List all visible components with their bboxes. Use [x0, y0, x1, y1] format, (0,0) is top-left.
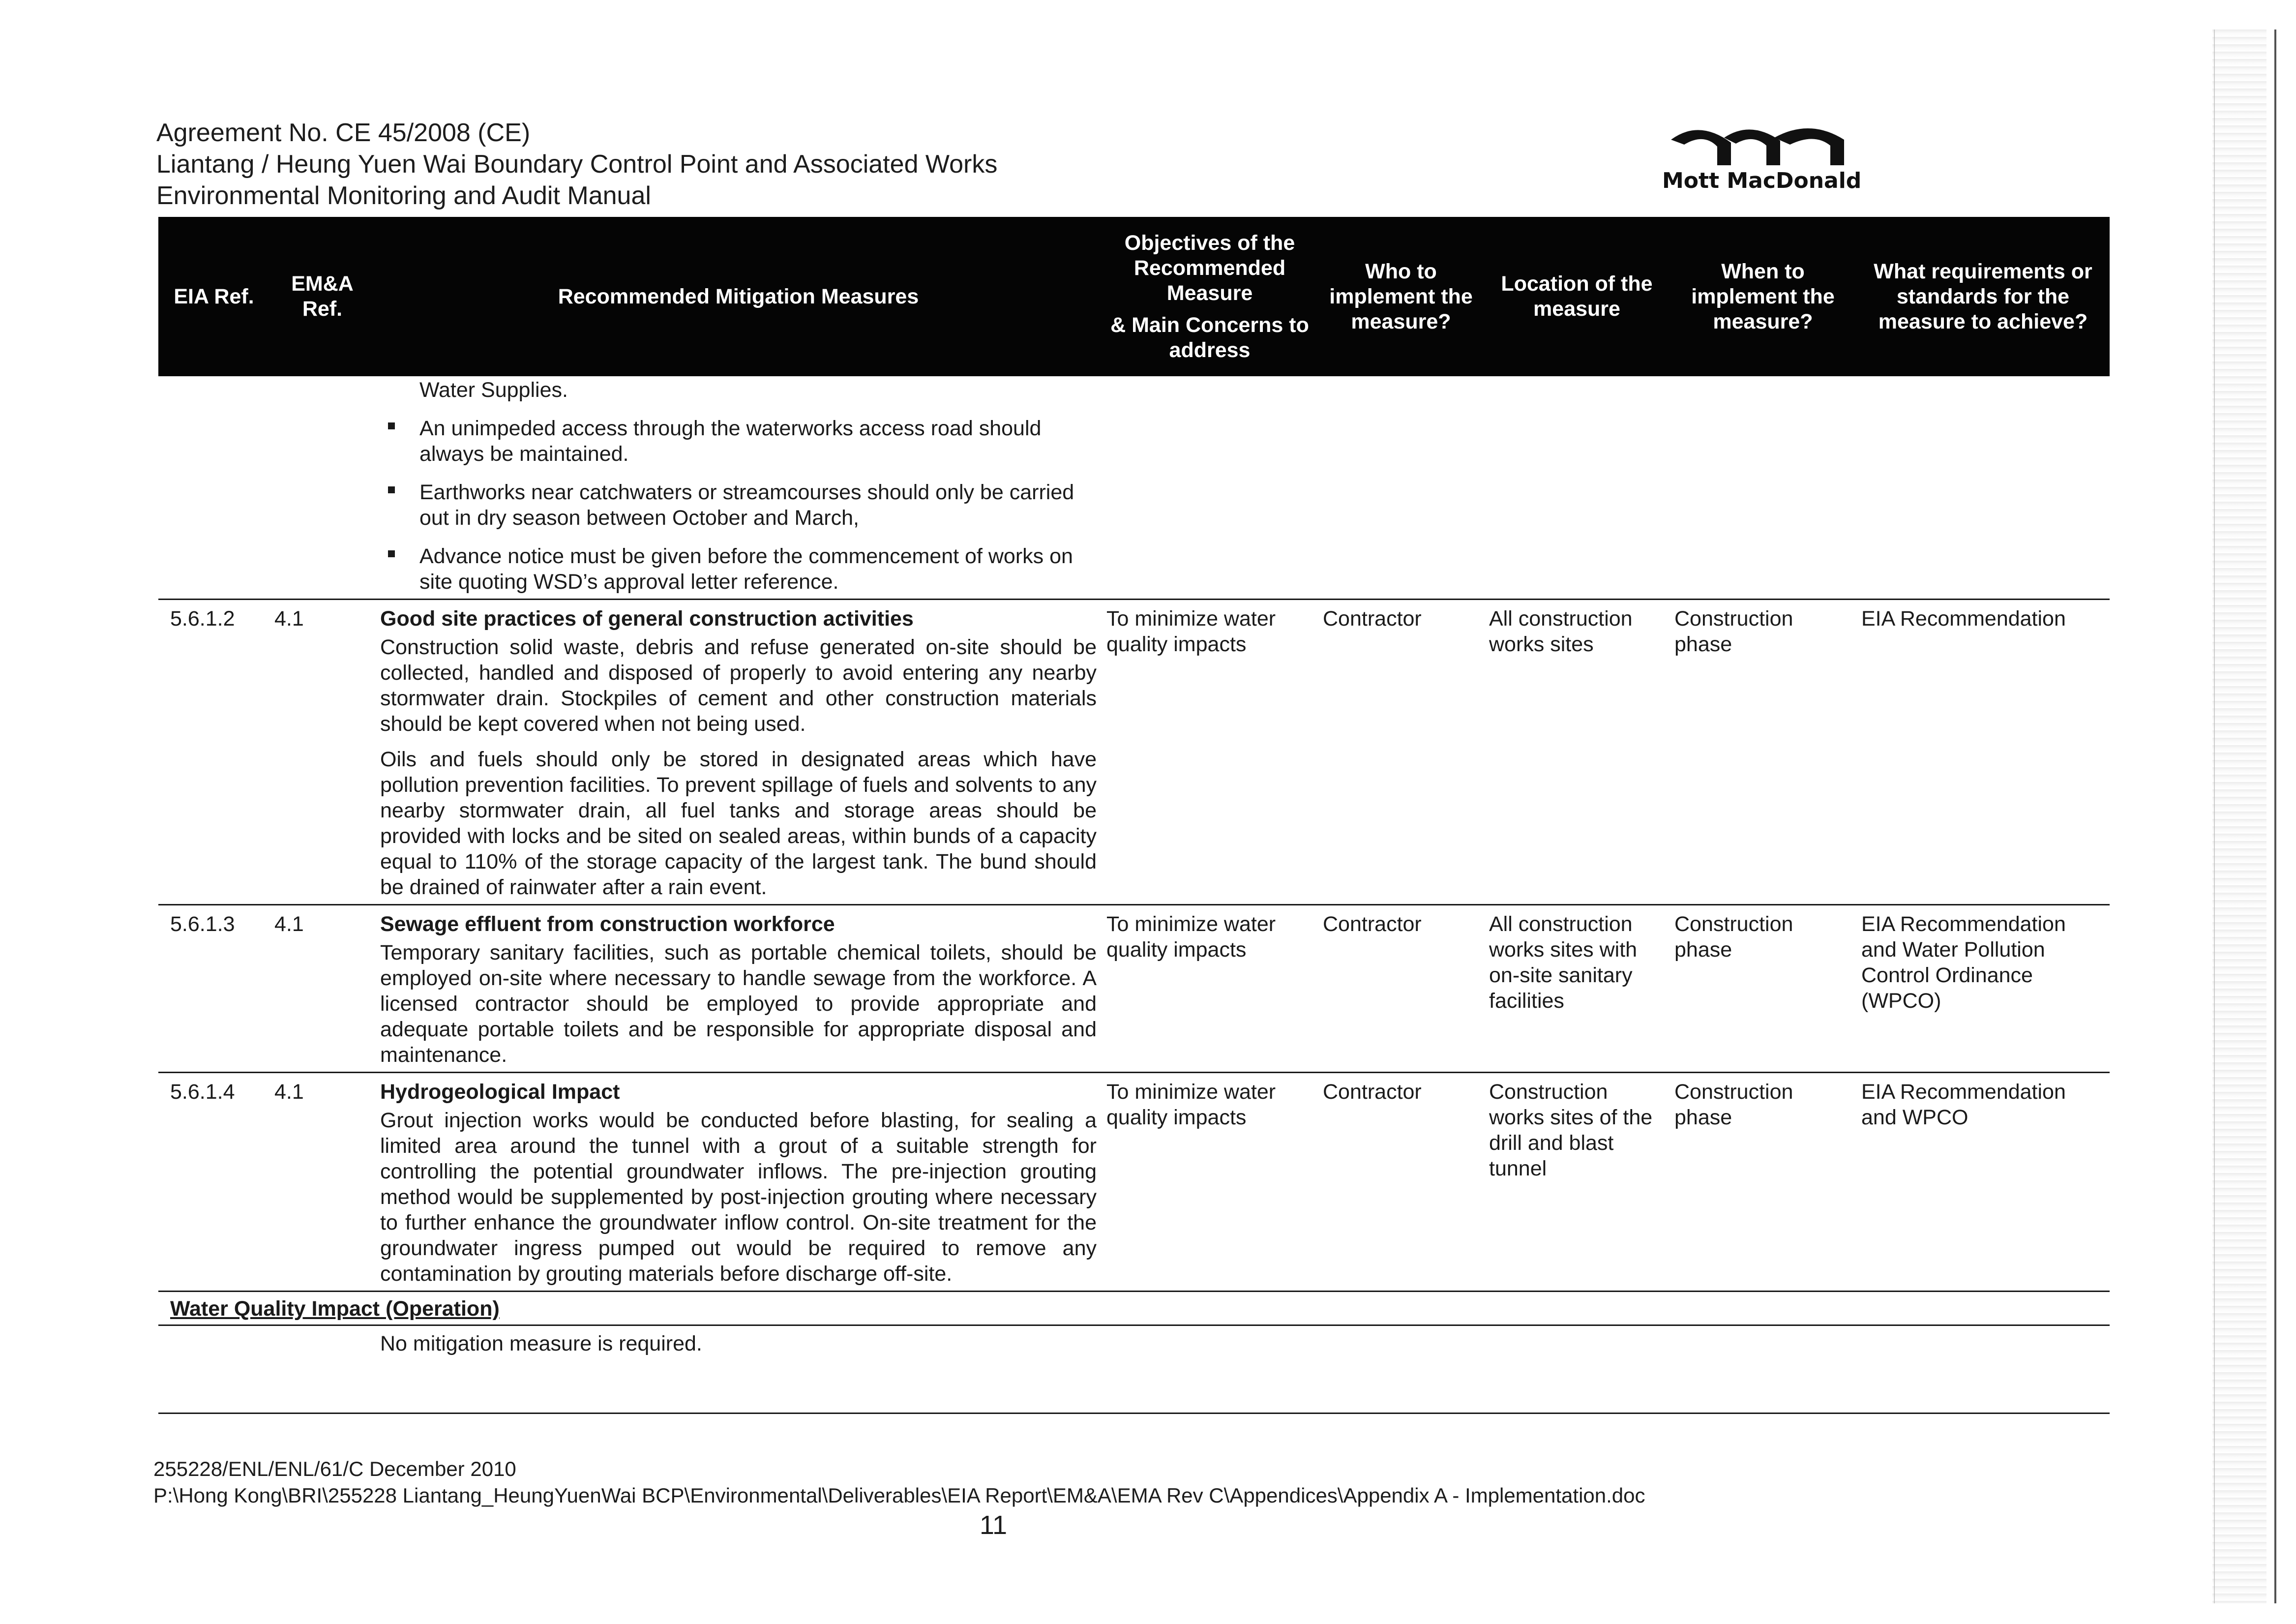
col-header-measures: Recommended Mitigation Measures: [375, 217, 1102, 376]
agreement-number: Agreement No. CE 45/2008 (CE): [156, 119, 531, 147]
col-header-location: Location of the measure: [1484, 217, 1670, 376]
scan-edge-line: [2214, 30, 2215, 1603]
measure-paragraph: Grout injection works would be conducted before blasting, for sealing a limited area around the tunnel with a grout of a suitable strength for controlling the potential groundwater inflows. The pre-injection grouting method would be supplemented by post-injection grouting where necessary to further enhance the groundwater inflow control. On-site treatment for the groundwater ingress pumped out would be required to remove any contamination by grouting materials before discharge off-site.: [380, 1109, 1097, 1286]
measures-cell: [375, 1073, 1102, 1292]
bullet-item: Advance notice must be given before the commencement of works on site quoting WSD’s approval letter reference.: [419, 543, 1097, 595]
ema-ref-cell: 4.1: [269, 905, 375, 1073]
when-cell: Construction phase: [1670, 1073, 1856, 1292]
measure-title: Sewage effluent from construction workforce: [380, 912, 835, 936]
col-header-objectives: [1102, 217, 1318, 376]
table-header-row: [158, 217, 2110, 376]
col-header-requirements: What requirements or standards for the measure to achieve?: [1856, 217, 2110, 376]
bullet-item: Earthworks near catchwaters or streamcourses should only be carried out in dry season between October and March,: [419, 480, 1097, 531]
objective-cell: To minimize water quality impacts: [1102, 905, 1318, 1073]
logo-text: Mott MacDonald: [1662, 168, 1862, 193]
measure-paragraph: Oils and fuels should only be stored in designated areas which have pollution prevention facilities. To prevent spillage of fuels and solvents to any nearby stormwater drain, all fuel tanks and storage areas should be provided with locks and be sited on sealed areas, within bunds of a capacity equal to 110% of the storage capacity of the largest tank. The bund should be drained of rainwater after a rain event.: [380, 748, 1097, 899]
col-header-eia-ref: EIA Ref.: [158, 217, 269, 376]
col-header-who: Who to implement the measure?: [1318, 217, 1484, 376]
document-reference: 255228/ENL/ENL/61/C December 2010: [153, 1457, 516, 1480]
section-heading-row: [158, 1292, 2110, 1325]
table-row: [158, 600, 2110, 905]
ema-ref-cell: 4.1: [269, 600, 375, 905]
requirement-cell: EIA Recommendation and WPCO: [1856, 1073, 2110, 1292]
document-header: [156, 117, 997, 211]
when-cell: Construction phase: [1670, 905, 1856, 1073]
continuation-measures-cell: [375, 376, 1102, 600]
eia-ref-cell: 5.6.1.3: [158, 905, 269, 1073]
measures-cell: [375, 905, 1102, 1073]
table-bottom-rule: [158, 1413, 2110, 1414]
continuation-text: Water Supplies.: [419, 378, 568, 402]
when-cell: Construction phase: [1670, 600, 1856, 905]
measure-paragraph: Construction solid waste, debris and refuse generated on-site should be collected, handled and disposed of properly to avoid entering any nearby stormwater drain. Stockpiles of cement and other construction materials should be kept covered when not being used.: [380, 635, 1097, 736]
mott-macdonald-logo-icon: [1662, 118, 1859, 167]
col-header-when: When to implement the measure?: [1670, 217, 1856, 376]
document-footer: [153, 1456, 1645, 1509]
table-row: [158, 1073, 2110, 1292]
col-header-ema-ref: EM&A Ref.: [269, 217, 375, 376]
ema-ref-cell: 4.1: [269, 1073, 375, 1292]
location-cell: All construction works sites: [1484, 600, 1670, 905]
implementation-schedule-table: [158, 217, 2110, 1360]
mott-macdonald-logo: [1662, 118, 1862, 197]
who-cell: Contractor: [1318, 905, 1484, 1073]
col-header-objectives-line2: & Main Concerns to address: [1110, 313, 1309, 362]
file-path: P:\Hong Kong\BRI\255228 Liantang_HeungYuenWai BCP\Environmental\Deliverables\EIA Report\EM&A\EMA Rev C\Appendices\Appendix A - Implementation.doc: [153, 1484, 1645, 1507]
eia-ref-cell: 5.6.1.2: [158, 600, 269, 905]
continuation-bullet-list: [380, 416, 1097, 595]
col-header-objectives-line1: Objectives of the Recommended Measure: [1124, 231, 1295, 305]
scan-edge-noise: [2212, 30, 2266, 1603]
page-number: 11: [980, 1510, 1008, 1540]
scan-edge-border: [2274, 30, 2276, 1603]
section-note: No mitigation measure is required.: [375, 1325, 2110, 1361]
section-heading: Water Quality Impact (Operation): [158, 1292, 2110, 1325]
measure-title: Good site practices of general construction activities: [380, 607, 914, 631]
location-cell: Construction works sites of the drill and blast tunnel: [1484, 1073, 1670, 1292]
measure-title: Hydrogeological Impact: [380, 1080, 620, 1104]
measures-cell: [375, 600, 1102, 905]
location-cell: All construction works sites with on-site sanitary facilities: [1484, 905, 1670, 1073]
manual-title: Environmental Monitoring and Audit Manual: [156, 181, 651, 210]
objective-cell: To minimize water quality impacts: [1102, 600, 1318, 905]
table-row: [158, 905, 2110, 1073]
section-note-row: [158, 1325, 2110, 1361]
measure-paragraph: Temporary sanitary facilities, such as portable chemical toilets, should be employed on-site where necessary to handle sewage from the workforce. A licensed contractor should be employed to provide appropriate and adequate portable toilets and be responsible for appropriate disposal and maintenance.: [380, 941, 1097, 1067]
who-cell: Contractor: [1318, 600, 1484, 905]
bullet-item: An unimpeded access through the waterworks access road should always be maintained.: [419, 416, 1097, 467]
continuation-row: [158, 376, 2110, 600]
requirement-cell: EIA Recommendation: [1856, 600, 2110, 905]
requirement-cell: EIA Recommendation and Water Pollution Control Ordinance (WPCO): [1856, 905, 2110, 1073]
eia-ref-cell: 5.6.1.4: [158, 1073, 269, 1292]
project-title: Liantang / Heung Yuen Wai Boundary Control Point and Associated Works: [156, 150, 998, 179]
objective-cell: To minimize water quality impacts: [1102, 1073, 1318, 1292]
who-cell: Contractor: [1318, 1073, 1484, 1292]
